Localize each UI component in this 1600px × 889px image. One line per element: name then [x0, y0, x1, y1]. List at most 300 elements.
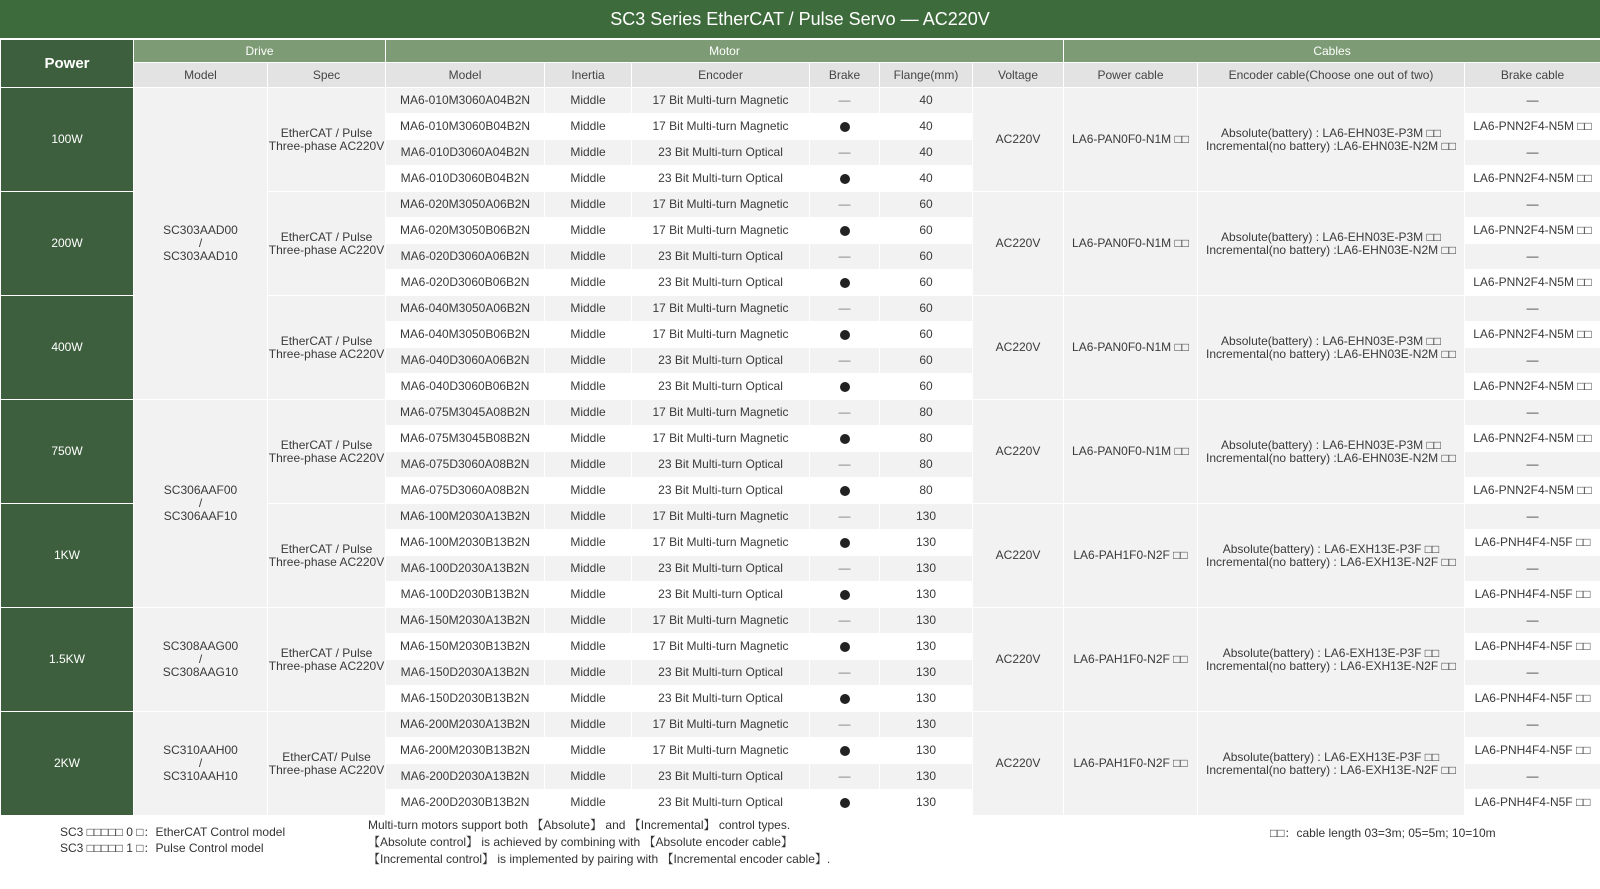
drive-model-line: SC310AAH10	[163, 769, 238, 783]
brake-cell	[810, 660, 880, 686]
table-row	[1, 400, 1600, 426]
drive-model-cell	[134, 400, 268, 608]
inertia-cell: Middle	[545, 712, 632, 738]
cable-length-note: □□：cable length 03=3m; 05=5m; 10=10m	[1270, 826, 1496, 840]
flange-cell: 60	[880, 348, 973, 374]
power-cable-cell: LA6-PAN0F0-N1M □□	[1064, 192, 1198, 296]
motor-model-cell: MA6-150D2030B13B2N	[386, 686, 545, 712]
spec-line: EtherCAT / Pulse	[280, 333, 373, 348]
inertia-cell: Middle	[545, 270, 632, 296]
drive-model-sep: /	[198, 496, 203, 510]
power-cable-cell: LA6-PAH1F0-N2F □□	[1064, 608, 1198, 712]
encoder-cable-line: Absolute(battery) : LA6-EXH13E-P3F □□	[1222, 749, 1440, 764]
motor-model-cell: MA6-040D3060B06B2N	[386, 374, 545, 400]
encoder-cell: 23 Bit Multi-turn Optical	[632, 790, 810, 816]
voltage-cell: AC220V	[973, 192, 1064, 296]
flange-cell: 130	[880, 556, 973, 582]
flange-cell: 60	[880, 322, 973, 348]
brake-cable-cell: LA6-PNN2F4-N5M □□	[1465, 114, 1600, 140]
encoder-cable-line: Absolute(battery) : LA6-EHN03E-P3M □□	[1221, 229, 1441, 244]
brake-cell	[810, 712, 880, 738]
power-cell: 200W	[1, 192, 134, 296]
brake-none: —	[838, 665, 851, 679]
encoder-cell: 17 Bit Multi-turn Magnetic	[632, 88, 810, 114]
brake-cable-cell: LA6-PNH4F4-N5F □□	[1465, 634, 1600, 660]
control-note-line: 【Absolute control】 is achieved by combining with 【Absolute encoder cable】	[368, 835, 793, 849]
brake-dot-icon	[840, 122, 850, 132]
brake-cable-cell: LA6-PNN2F4-N5M □□	[1465, 478, 1600, 504]
drive-model-line: SC306AAF10	[163, 509, 238, 523]
motor-model-cell: MA6-020D3060A06B2N	[386, 244, 545, 270]
motor-model-cell: MA6-100M2030B13B2N	[386, 530, 545, 556]
brake-none: —	[838, 457, 851, 471]
footer	[0, 816, 1600, 889]
brake-cable-cell: LA6-PNN2F4-N5M □□	[1465, 166, 1600, 192]
drive-spec-header: Spec	[268, 63, 386, 88]
flange-cell: 40	[880, 114, 973, 140]
brake-cell	[810, 530, 880, 556]
brake-cable-cell: —	[1465, 400, 1600, 426]
motor-group-header: Motor	[386, 40, 1064, 63]
voltage-cell: AC220V	[973, 608, 1064, 712]
encoder-cable-line: Incremental(no battery) :LA6-EHN03E-N2M □□	[1206, 138, 1456, 153]
motor-model-cell: MA6-075M3045A08B2N	[386, 400, 545, 426]
cables-group-header: Cables	[1064, 40, 1600, 63]
inertia-cell: Middle	[545, 660, 632, 686]
drive-model-cell	[134, 712, 268, 816]
inertia-cell: Middle	[545, 322, 632, 348]
encoder-cable-cell	[1198, 504, 1465, 608]
motor-model-cell: MA6-020D3060B06B2N	[386, 270, 545, 296]
brake-dot-icon	[840, 174, 850, 184]
motor-model-cell: MA6-075D3060A08B2N	[386, 478, 545, 504]
encoder-cell: 17 Bit Multi-turn Magnetic	[632, 712, 810, 738]
brake-dot-icon	[840, 642, 850, 652]
motor-model-cell: MA6-010M3060A04B2N	[386, 88, 545, 114]
brake-cell	[810, 608, 880, 634]
drive-spec-cell	[268, 88, 386, 192]
page-title: SC3 Series EtherCAT / Pulse Servo — AC220V	[0, 0, 1600, 38]
voltage-cell: AC220V	[973, 400, 1064, 504]
drive-spec-cell	[268, 608, 386, 712]
encoder-cable-line: Absolute(battery) : LA6-EXH13E-P3F □□	[1222, 645, 1440, 660]
brake-cable-cell: LA6-PNH4F4-N5F □□	[1465, 686, 1600, 712]
brake-cable-header: Brake cable	[1465, 63, 1600, 88]
flange-cell: 60	[880, 270, 973, 296]
motor-model-cell: MA6-200D2030B13B2N	[386, 790, 545, 816]
drive-group-header: Drive	[134, 40, 386, 63]
table-row	[1, 712, 1600, 738]
brake-none: —	[838, 249, 851, 263]
brake-none: —	[838, 613, 851, 627]
spec-line: EtherCAT / Pulse	[280, 125, 373, 140]
model-note-line: SC3 □□□□□ 0 □：EtherCAT Control model	[60, 825, 286, 839]
motor-model-cell: MA6-040M3050B06B2N	[386, 322, 545, 348]
inertia-cell: Middle	[545, 452, 632, 478]
inertia-cell: Middle	[545, 608, 632, 634]
motor-model-cell: MA6-100D2030B13B2N	[386, 582, 545, 608]
drive-spec-cell	[268, 192, 386, 296]
motor-model-header: Model	[386, 63, 545, 88]
power-cell: 750W	[1, 400, 134, 504]
brake-cable-cell: —	[1465, 192, 1600, 218]
brake-dot-icon	[840, 798, 850, 808]
brake-dot-icon	[840, 434, 850, 444]
encoder-cable-line: Absolute(battery) : LA6-EXH13E-P3F □□	[1222, 541, 1440, 556]
encoder-cable-cell	[1198, 88, 1465, 192]
brake-cable-cell: —	[1465, 712, 1600, 738]
encoder-cable-line: Incremental(no battery) :LA6-EHN03E-N2M □□	[1206, 450, 1456, 465]
encoder-cell: 23 Bit Multi-turn Optical	[632, 166, 810, 192]
encoder-cell: 23 Bit Multi-turn Optical	[632, 478, 810, 504]
brake-none: —	[838, 301, 851, 315]
spec-line: Three-phase AC220V	[268, 554, 385, 569]
power-cell: 400W	[1, 296, 134, 400]
flange-cell: 130	[880, 530, 973, 556]
power-cable-header: Power cable	[1064, 63, 1198, 88]
brake-cable-cell: LA6-PNH4F4-N5F □□	[1465, 530, 1600, 556]
brake-cable-cell: —	[1465, 348, 1600, 374]
spec-line: EtherCAT / Pulse	[280, 541, 373, 556]
encoder-cable-line: Incremental(no battery) : LA6-EXH13E-N2F □□	[1206, 658, 1456, 673]
brake-cable-cell: —	[1465, 244, 1600, 270]
drive-model-line: SC306AAF00	[163, 483, 238, 497]
encoder-cell: 17 Bit Multi-turn Magnetic	[632, 192, 810, 218]
brake-cable-cell: —	[1465, 504, 1600, 530]
encoder-cell: 17 Bit Multi-turn Magnetic	[632, 322, 810, 348]
brake-cell	[810, 114, 880, 140]
spec-line: Three-phase AC220V	[268, 450, 385, 465]
motor-model-cell: MA6-150M2030A13B2N	[386, 608, 545, 634]
drive-model-cell	[134, 88, 268, 400]
inertia-cell: Middle	[545, 556, 632, 582]
flange-cell: 130	[880, 738, 973, 764]
encoder-cable-cell	[1198, 192, 1465, 296]
brake-cable-cell: —	[1465, 764, 1600, 790]
brake-cell	[810, 296, 880, 322]
brake-cell	[810, 166, 880, 192]
encoder-cell: 23 Bit Multi-turn Optical	[632, 270, 810, 296]
power-header: Power	[1, 40, 134, 88]
inertia-cell: Middle	[545, 504, 632, 530]
power-cable-cell: LA6-PAN0F0-N1M □□	[1064, 296, 1198, 400]
brake-cable-cell: —	[1465, 88, 1600, 114]
spec-line: Three-phase AC220V	[268, 242, 385, 257]
encoder-cable-line: Absolute(battery) : LA6-EHN03E-P3M □□	[1221, 333, 1441, 348]
flange-cell: 130	[880, 712, 973, 738]
drive-model-sep: /	[198, 756, 203, 770]
flange-cell: 60	[880, 374, 973, 400]
encoder-cell: 23 Bit Multi-turn Optical	[632, 686, 810, 712]
drive-spec-cell	[268, 504, 386, 608]
power-cable-cell: LA6-PAH1F0-N2F □□	[1064, 712, 1198, 816]
encoder-cable-line: Absolute(battery) : LA6-EHN03E-P3M □□	[1221, 437, 1441, 452]
table-row	[1, 88, 1600, 114]
drive-model-line: SC308AAG00	[162, 639, 239, 653]
encoder-cable-line: Absolute(battery) : LA6-EHN03E-P3M □□	[1221, 125, 1441, 140]
inertia-cell: Middle	[545, 790, 632, 816]
flange-cell: 130	[880, 660, 973, 686]
inertia-cell: Middle	[545, 374, 632, 400]
drive-model-sep: /	[198, 652, 203, 666]
inertia-cell: Middle	[545, 582, 632, 608]
encoder-cell: 23 Bit Multi-turn Optical	[632, 244, 810, 270]
encoder-cell: 17 Bit Multi-turn Magnetic	[632, 530, 810, 556]
drive-spec-cell	[268, 712, 386, 816]
encoder-cell: 17 Bit Multi-turn Magnetic	[632, 426, 810, 452]
flange-cell: 130	[880, 764, 973, 790]
flange-cell: 130	[880, 634, 973, 660]
control-notes	[368, 817, 830, 868]
motor-model-cell: MA6-010D3060B04B2N	[386, 166, 545, 192]
brake-cell	[810, 582, 880, 608]
flange-cell: 60	[880, 296, 973, 322]
brake-cable-cell: LA6-PNN2F4-N5M □□	[1465, 322, 1600, 348]
motor-model-cell: MA6-075D3060A08B2N	[386, 452, 545, 478]
inertia-cell: Middle	[545, 192, 632, 218]
power-cell: 1KW	[1, 504, 134, 608]
motor-model-cell: MA6-040D3060A06B2N	[386, 348, 545, 374]
flange-cell: 130	[880, 790, 973, 816]
drive-model-line: SC303AAD00	[163, 223, 238, 237]
brake-none: —	[838, 145, 851, 159]
brake-none: —	[838, 197, 851, 211]
brake-cell	[810, 738, 880, 764]
brake-cell	[810, 426, 880, 452]
power-cable-cell: LA6-PAN0F0-N1M □□	[1064, 88, 1198, 192]
brake-cell	[810, 244, 880, 270]
motor-model-cell: MA6-100D2030A13B2N	[386, 556, 545, 582]
flange-cell: 60	[880, 192, 973, 218]
encoder-cell: 17 Bit Multi-turn Magnetic	[632, 296, 810, 322]
encoder-cell: 23 Bit Multi-turn Optical	[632, 140, 810, 166]
brake-dot-icon	[840, 226, 850, 236]
brake-none: —	[838, 717, 851, 731]
spec-line: Three-phase AC220V	[268, 138, 385, 153]
inertia-cell: Middle	[545, 140, 632, 166]
spec-line: EtherCAT / Pulse	[280, 437, 373, 452]
motor-model-cell: MA6-020M3050A06B2N	[386, 192, 545, 218]
encoder-cell: 23 Bit Multi-turn Optical	[632, 556, 810, 582]
encoder-cell: 23 Bit Multi-turn Optical	[632, 348, 810, 374]
brake-cell	[810, 140, 880, 166]
drive-model-sep: /	[198, 236, 203, 250]
brake-cell	[810, 504, 880, 530]
motor-model-cell: MA6-040M3050A06B2N	[386, 296, 545, 322]
brake-cable-cell: LA6-PNH4F4-N5F □□	[1465, 582, 1600, 608]
brake-cable-cell: —	[1465, 556, 1600, 582]
inertia-cell: Middle	[545, 166, 632, 192]
brake-cell	[810, 556, 880, 582]
flange-cell: 80	[880, 478, 973, 504]
brake-cell	[810, 270, 880, 296]
brake-cable-cell: —	[1465, 296, 1600, 322]
motor-model-cell: MA6-075M3045B08B2N	[386, 426, 545, 452]
encoder-cable-cell	[1198, 296, 1465, 400]
voltage-cell: AC220V	[973, 712, 1064, 816]
encoder-cell: 17 Bit Multi-turn Magnetic	[632, 608, 810, 634]
control-note-line: Multi-turn motors support both 【Absolute】 and 【Incremental】 control types.	[368, 818, 791, 832]
motor-model-cell: MA6-020M3050B06B2N	[386, 218, 545, 244]
inertia-cell: Middle	[545, 478, 632, 504]
brake-none: —	[838, 405, 851, 419]
power-cell: 1.5KW	[1, 608, 134, 712]
encoder-cable-header: Encoder cable(Choose one out of two)	[1198, 63, 1465, 88]
flange-cell: 80	[880, 426, 973, 452]
flange-cell: 60	[880, 244, 973, 270]
brake-dot-icon	[840, 382, 850, 392]
brake-header: Brake	[810, 63, 880, 88]
brake-cable-cell: LA6-PNN2F4-N5M □□	[1465, 270, 1600, 296]
brake-cell	[810, 478, 880, 504]
encoder-cable-line: Incremental(no battery) :LA6-EHN03E-N2M □□	[1206, 346, 1456, 361]
motor-model-cell: MA6-010M3060B04B2N	[386, 114, 545, 140]
encoder-cable-cell	[1198, 712, 1465, 816]
drive-model-cell	[134, 608, 268, 712]
encoder-cable-line: Incremental(no battery) :LA6-EHN03E-N2M □□	[1206, 242, 1456, 257]
motor-model-cell: MA6-200M2030A13B2N	[386, 712, 545, 738]
encoder-cell: 17 Bit Multi-turn Magnetic	[632, 400, 810, 426]
voltage-cell: AC220V	[973, 296, 1064, 400]
brake-cell	[810, 452, 880, 478]
inertia-cell: Middle	[545, 348, 632, 374]
encoder-cell: 17 Bit Multi-turn Magnetic	[632, 738, 810, 764]
brake-none: —	[838, 769, 851, 783]
spec-line: Three-phase AC220V	[268, 762, 385, 777]
encoder-cable-line: Incremental(no battery) : LA6-EXH13E-N2F □□	[1206, 554, 1456, 569]
brake-cable-cell: LA6-PNH4F4-N5F □□	[1465, 790, 1600, 816]
spec-line: EtherCAT / Pulse	[280, 229, 373, 244]
spec-line: Three-phase AC220V	[268, 346, 385, 361]
motor-model-cell: MA6-100M2030A13B2N	[386, 504, 545, 530]
inertia-cell: Middle	[545, 530, 632, 556]
flange-cell: 60	[880, 218, 973, 244]
flange-cell: 40	[880, 140, 973, 166]
flange-cell: 40	[880, 88, 973, 114]
model-notes	[60, 824, 285, 856]
brake-cable-cell: LA6-PNN2F4-N5M □□	[1465, 218, 1600, 244]
spec-line: Three-phase AC220V	[268, 658, 385, 673]
table-body	[1, 88, 1600, 816]
brake-cell	[810, 400, 880, 426]
spec-line: EtherCAT / Pulse	[280, 645, 373, 660]
encoder-cell: 17 Bit Multi-turn Magnetic	[632, 218, 810, 244]
drive-spec-cell	[268, 296, 386, 400]
motor-model-cell: MA6-150D2030A13B2N	[386, 660, 545, 686]
encoder-header: Encoder	[632, 63, 810, 88]
voltage-cell: AC220V	[973, 504, 1064, 608]
flange-cell: 130	[880, 582, 973, 608]
encoder-cable-cell	[1198, 400, 1465, 504]
encoder-cable-line: Incremental(no battery) : LA6-EXH13E-N2F □□	[1206, 762, 1456, 777]
encoder-cell: 23 Bit Multi-turn Optical	[632, 660, 810, 686]
flange-cell: 130	[880, 608, 973, 634]
brake-cable-cell: —	[1465, 608, 1600, 634]
drive-model-line: SC308AAG10	[162, 665, 239, 679]
brake-cell	[810, 790, 880, 816]
table-row	[1, 608, 1600, 634]
encoder-cell: 17 Bit Multi-turn Magnetic	[632, 634, 810, 660]
brake-none: —	[838, 353, 851, 367]
model-note-line: SC3 □□□□□ 1 □：Pulse Control model	[60, 841, 264, 855]
motor-model-cell: MA6-010D3060A04B2N	[386, 140, 545, 166]
brake-cell	[810, 634, 880, 660]
inertia-cell: Middle	[545, 764, 632, 790]
voltage-header: Voltage	[973, 63, 1064, 88]
brake-cell	[810, 374, 880, 400]
inertia-header: Inertia	[545, 63, 632, 88]
motor-model-cell: MA6-150M2030B13B2N	[386, 634, 545, 660]
inertia-cell: Middle	[545, 400, 632, 426]
brake-cable-cell: LA6-PNH4F4-N5F □□	[1465, 738, 1600, 764]
spec-table	[0, 39, 1600, 816]
power-cable-cell: LA6-PAN0F0-N1M □□	[1064, 400, 1198, 504]
brake-dot-icon	[840, 486, 850, 496]
flange-cell: 80	[880, 400, 973, 426]
brake-dot-icon	[840, 538, 850, 548]
encoder-cable-cell	[1198, 608, 1465, 712]
drive-model-line: SC310AAH00	[163, 743, 238, 757]
power-cell: 2KW	[1, 712, 134, 816]
flange-header: Flange(mm)	[880, 63, 973, 88]
brake-none: —	[838, 93, 851, 107]
flange-cell: 130	[880, 504, 973, 530]
motor-model-cell: MA6-200M2030B13B2N	[386, 738, 545, 764]
encoder-cell: 23 Bit Multi-turn Optical	[632, 582, 810, 608]
brake-cell	[810, 764, 880, 790]
encoder-cell: 23 Bit Multi-turn Optical	[632, 374, 810, 400]
brake-dot-icon	[840, 590, 850, 600]
spec-line: EtherCAT/ Pulse	[282, 749, 371, 764]
drive-model-header: Model	[134, 63, 268, 88]
brake-dot-icon	[840, 694, 850, 704]
inertia-cell: Middle	[545, 114, 632, 140]
brake-cable-cell: LA6-PNN2F4-N5M □□	[1465, 426, 1600, 452]
inertia-cell: Middle	[545, 686, 632, 712]
brake-cable-cell: —	[1465, 452, 1600, 478]
brake-none: —	[838, 509, 851, 523]
motor-model-cell: MA6-200D2030A13B2N	[386, 764, 545, 790]
brake-cable-cell: LA6-PNN2F4-N5M □□	[1465, 374, 1600, 400]
inertia-cell: Middle	[545, 296, 632, 322]
inertia-cell: Middle	[545, 218, 632, 244]
brake-cell	[810, 322, 880, 348]
flange-cell: 40	[880, 166, 973, 192]
brake-cell	[810, 88, 880, 114]
power-cable-cell: LA6-PAH1F0-N2F □□	[1064, 504, 1198, 608]
encoder-cell: 17 Bit Multi-turn Magnetic	[632, 114, 810, 140]
encoder-cell: 23 Bit Multi-turn Optical	[632, 764, 810, 790]
drive-spec-cell	[268, 400, 386, 504]
flange-cell: 130	[880, 686, 973, 712]
brake-cable-cell: —	[1465, 140, 1600, 166]
inertia-cell: Middle	[545, 88, 632, 114]
brake-cable-cell: —	[1465, 660, 1600, 686]
inertia-cell: Middle	[545, 426, 632, 452]
encoder-cell: 17 Bit Multi-turn Magnetic	[632, 504, 810, 530]
voltage-cell: AC220V	[973, 88, 1064, 192]
flange-cell: 80	[880, 452, 973, 478]
encoder-cell: 23 Bit Multi-turn Optical	[632, 452, 810, 478]
brake-cell	[810, 218, 880, 244]
brake-cell	[810, 348, 880, 374]
inertia-cell: Middle	[545, 634, 632, 660]
brake-dot-icon	[840, 746, 850, 756]
brake-cell	[810, 686, 880, 712]
brake-dot-icon	[840, 278, 850, 288]
power-cell: 100W	[1, 88, 134, 192]
drive-model-line: SC303AAD10	[163, 249, 238, 263]
